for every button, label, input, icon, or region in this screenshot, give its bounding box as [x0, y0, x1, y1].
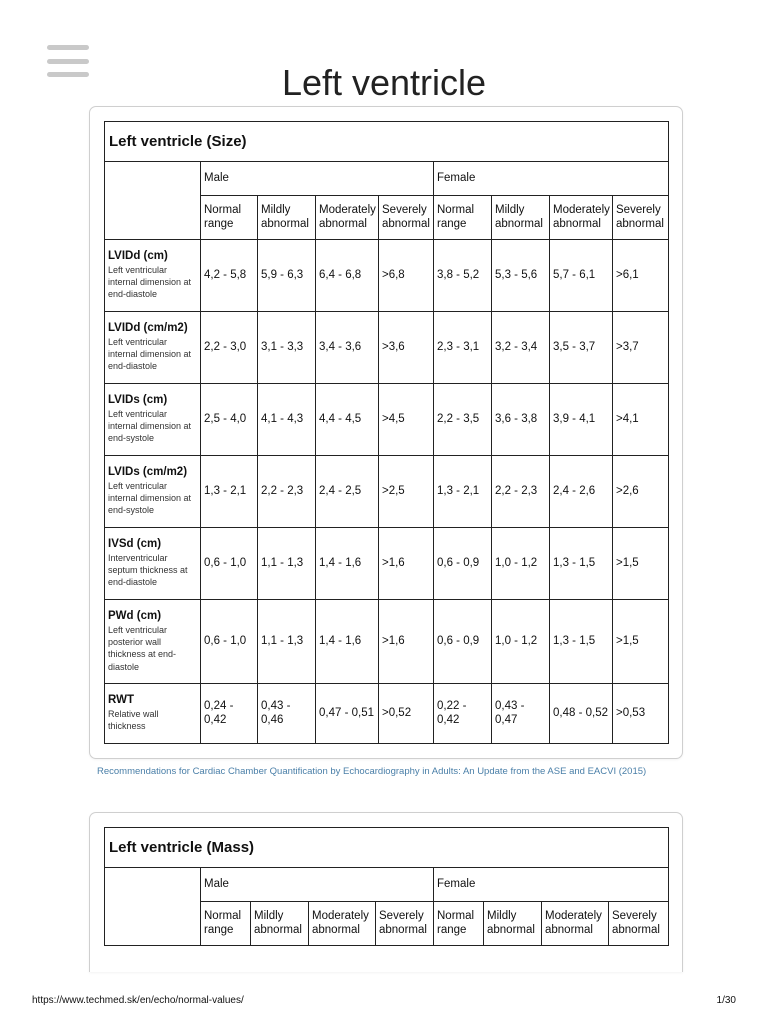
value-cell: 0,43 - 0,46 — [258, 684, 316, 744]
row-header-cell — [105, 600, 201, 684]
subheader-cell: Severely abnormal — [613, 196, 669, 240]
value-cell: 4,1 - 4,3 — [258, 384, 316, 456]
value-cell: 3,6 - 3,8 — [492, 384, 550, 456]
subheader-cell: Mildly abnormal — [484, 902, 542, 946]
row-label: PWd (cm) — [108, 610, 162, 623]
size-table-card — [89, 106, 683, 759]
value-cell: 3,9 - 4,1 — [550, 384, 613, 456]
value-cell: 2,2 - 3,0 — [201, 312, 258, 384]
subheader-cell: Mildly abnormal — [251, 902, 309, 946]
value-cell: >1,6 — [379, 528, 434, 600]
table-row — [105, 240, 669, 312]
value-cell: 3,1 - 3,3 — [258, 312, 316, 384]
page-title: Left ventricle — [281, 62, 487, 103]
value-cell: 0,6 - 1,0 — [201, 600, 258, 684]
row-header-cell — [105, 528, 201, 600]
size-table — [104, 121, 669, 744]
row-header-cell — [105, 456, 201, 528]
row-header-cell — [105, 684, 201, 744]
row-label: LVIDs (cm/m2) — [108, 466, 188, 479]
value-cell: 0,22 - 0,42 — [434, 684, 492, 744]
table-row — [105, 600, 669, 684]
row-header-cell — [105, 384, 201, 456]
value-cell: >4,1 — [613, 384, 669, 456]
table-row — [105, 456, 669, 528]
value-cell: 5,9 - 6,3 — [258, 240, 316, 312]
row-label: LVIDd (cm) — [108, 250, 168, 263]
value-cell: 3,5 - 3,7 — [550, 312, 613, 384]
value-cell: 5,7 - 6,1 — [550, 240, 613, 312]
value-cell: 1,3 - 2,1 — [201, 456, 258, 528]
subheader-cell: Normal range — [434, 196, 492, 240]
subheader-cell: Normal range — [434, 902, 484, 946]
row-description: Interventricular septum thickness at end-diastole — [108, 553, 188, 588]
value-cell: 2,5 - 4,0 — [201, 384, 258, 456]
row-label: RWT — [108, 694, 134, 707]
value-cell: >1,6 — [379, 600, 434, 684]
subheader-cell: Severely abnormal — [376, 902, 434, 946]
subheader-cell: Moderately abnormal — [550, 196, 613, 240]
value-cell: 1,4 - 1,6 — [316, 600, 379, 684]
table-row — [105, 684, 669, 744]
subheader-cell: Moderately abnormal — [542, 902, 609, 946]
subheader-cell: Normal range — [201, 196, 258, 240]
table-title: Left ventricle (Size) — [105, 122, 669, 162]
value-cell: >4,5 — [379, 384, 434, 456]
value-cell: 1,4 - 1,6 — [316, 528, 379, 600]
value-cell: 2,2 - 3,5 — [434, 384, 492, 456]
group-header-male: Male — [201, 868, 434, 902]
value-cell: 2,2 - 2,3 — [258, 456, 316, 528]
row-description: Left ventricular internal dimension at end-systole — [108, 409, 192, 444]
mass-table — [104, 827, 669, 946]
value-cell: 1,1 - 1,3 — [258, 528, 316, 600]
value-cell: 0,43 - 0,47 — [492, 684, 550, 744]
value-cell: 2,4 - 2,5 — [316, 456, 379, 528]
table-row — [105, 312, 669, 384]
empty-header-cell — [105, 868, 201, 946]
value-cell: 0,48 - 0,52 — [550, 684, 613, 744]
value-cell: 2,3 - 3,1 — [434, 312, 492, 384]
row-description: Relative wall thickness — [108, 709, 159, 732]
value-cell: >1,5 — [613, 600, 669, 684]
value-cell: 1,3 - 1,5 — [550, 528, 613, 600]
row-description: Left ventricular internal dimension at end-diastole — [108, 337, 192, 372]
value-cell: 3,8 - 5,2 — [434, 240, 492, 312]
value-cell: 4,2 - 5,8 — [201, 240, 258, 312]
footer-url: https://www.techmed.sk/en/echo/normal-values/ — [32, 995, 244, 1006]
subheader-cell: Normal range — [201, 902, 251, 946]
value-cell: 1,1 - 1,3 — [258, 600, 316, 684]
row-description: Left ventricular posterior wall thickness at end-diastole — [108, 625, 177, 672]
row-description: Left ventricular internal dimension at end-diastole — [108, 265, 192, 300]
value-cell: 4,4 - 4,5 — [316, 384, 379, 456]
subheader-cell: Moderately abnormal — [309, 902, 376, 946]
subheader-cell: Severely abnormal — [609, 902, 669, 946]
value-cell: 2,2 - 2,3 — [492, 456, 550, 528]
subheader-cell: Mildly abnormal — [492, 196, 550, 240]
row-header-cell — [105, 312, 201, 384]
value-cell: 5,3 - 5,6 — [492, 240, 550, 312]
value-cell: >3,7 — [613, 312, 669, 384]
table-row — [105, 528, 669, 600]
value-cell: 2,4 - 2,6 — [550, 456, 613, 528]
value-cell: >0,52 — [379, 684, 434, 744]
value-cell: 1,0 - 1,2 — [492, 600, 550, 684]
mass-table-card — [89, 812, 683, 972]
subheader-cell: Mildly abnormal — [258, 196, 316, 240]
value-cell: >0,53 — [613, 684, 669, 744]
value-cell: 0,24 - 0,42 — [201, 684, 258, 744]
group-header-male: Male — [201, 162, 434, 196]
value-cell: 3,2 - 3,4 — [492, 312, 550, 384]
value-cell: 1,0 - 1,2 — [492, 528, 550, 600]
value-cell: 3,4 - 3,6 — [316, 312, 379, 384]
row-label: LVIDd (cm/m2) — [108, 322, 188, 335]
value-cell: 6,4 - 6,8 — [316, 240, 379, 312]
value-cell: 1,3 - 1,5 — [550, 600, 613, 684]
footer-page-number: 1/30 — [716, 995, 736, 1006]
group-header-female: Female — [434, 868, 669, 902]
value-cell: 0,6 - 0,9 — [434, 528, 492, 600]
value-cell: >2,6 — [613, 456, 669, 528]
value-cell: 0,47 - 0,51 — [316, 684, 379, 744]
row-header-cell — [105, 240, 201, 312]
value-cell: 1,3 - 2,1 — [434, 456, 492, 528]
value-cell: 0,6 - 1,0 — [201, 528, 258, 600]
empty-header-cell — [105, 162, 201, 240]
row-label: IVSd (cm) — [108, 538, 162, 551]
value-cell: 0,6 - 0,9 — [434, 600, 492, 684]
value-cell: >3,6 — [379, 312, 434, 384]
row-description: Left ventricular internal dimension at end-systole — [108, 481, 192, 516]
value-cell: >1,5 — [613, 528, 669, 600]
citation-link[interactable]: Recommendations for Cardiac Chamber Quantification by Echocardiography in Adults: An Update from the ASE and EACVI (2015) — [97, 766, 647, 777]
table-title: Left ventricle (Mass) — [105, 828, 669, 868]
value-cell: >6,8 — [379, 240, 434, 312]
subheader-cell: Moderately abnormal — [316, 196, 379, 240]
value-cell: >6,1 — [613, 240, 669, 312]
row-label: LVIDs (cm) — [108, 394, 168, 407]
subheader-cell: Severely abnormal — [379, 196, 434, 240]
value-cell: >2,5 — [379, 456, 434, 528]
table-row — [105, 384, 669, 456]
group-header-female: Female — [434, 162, 669, 196]
